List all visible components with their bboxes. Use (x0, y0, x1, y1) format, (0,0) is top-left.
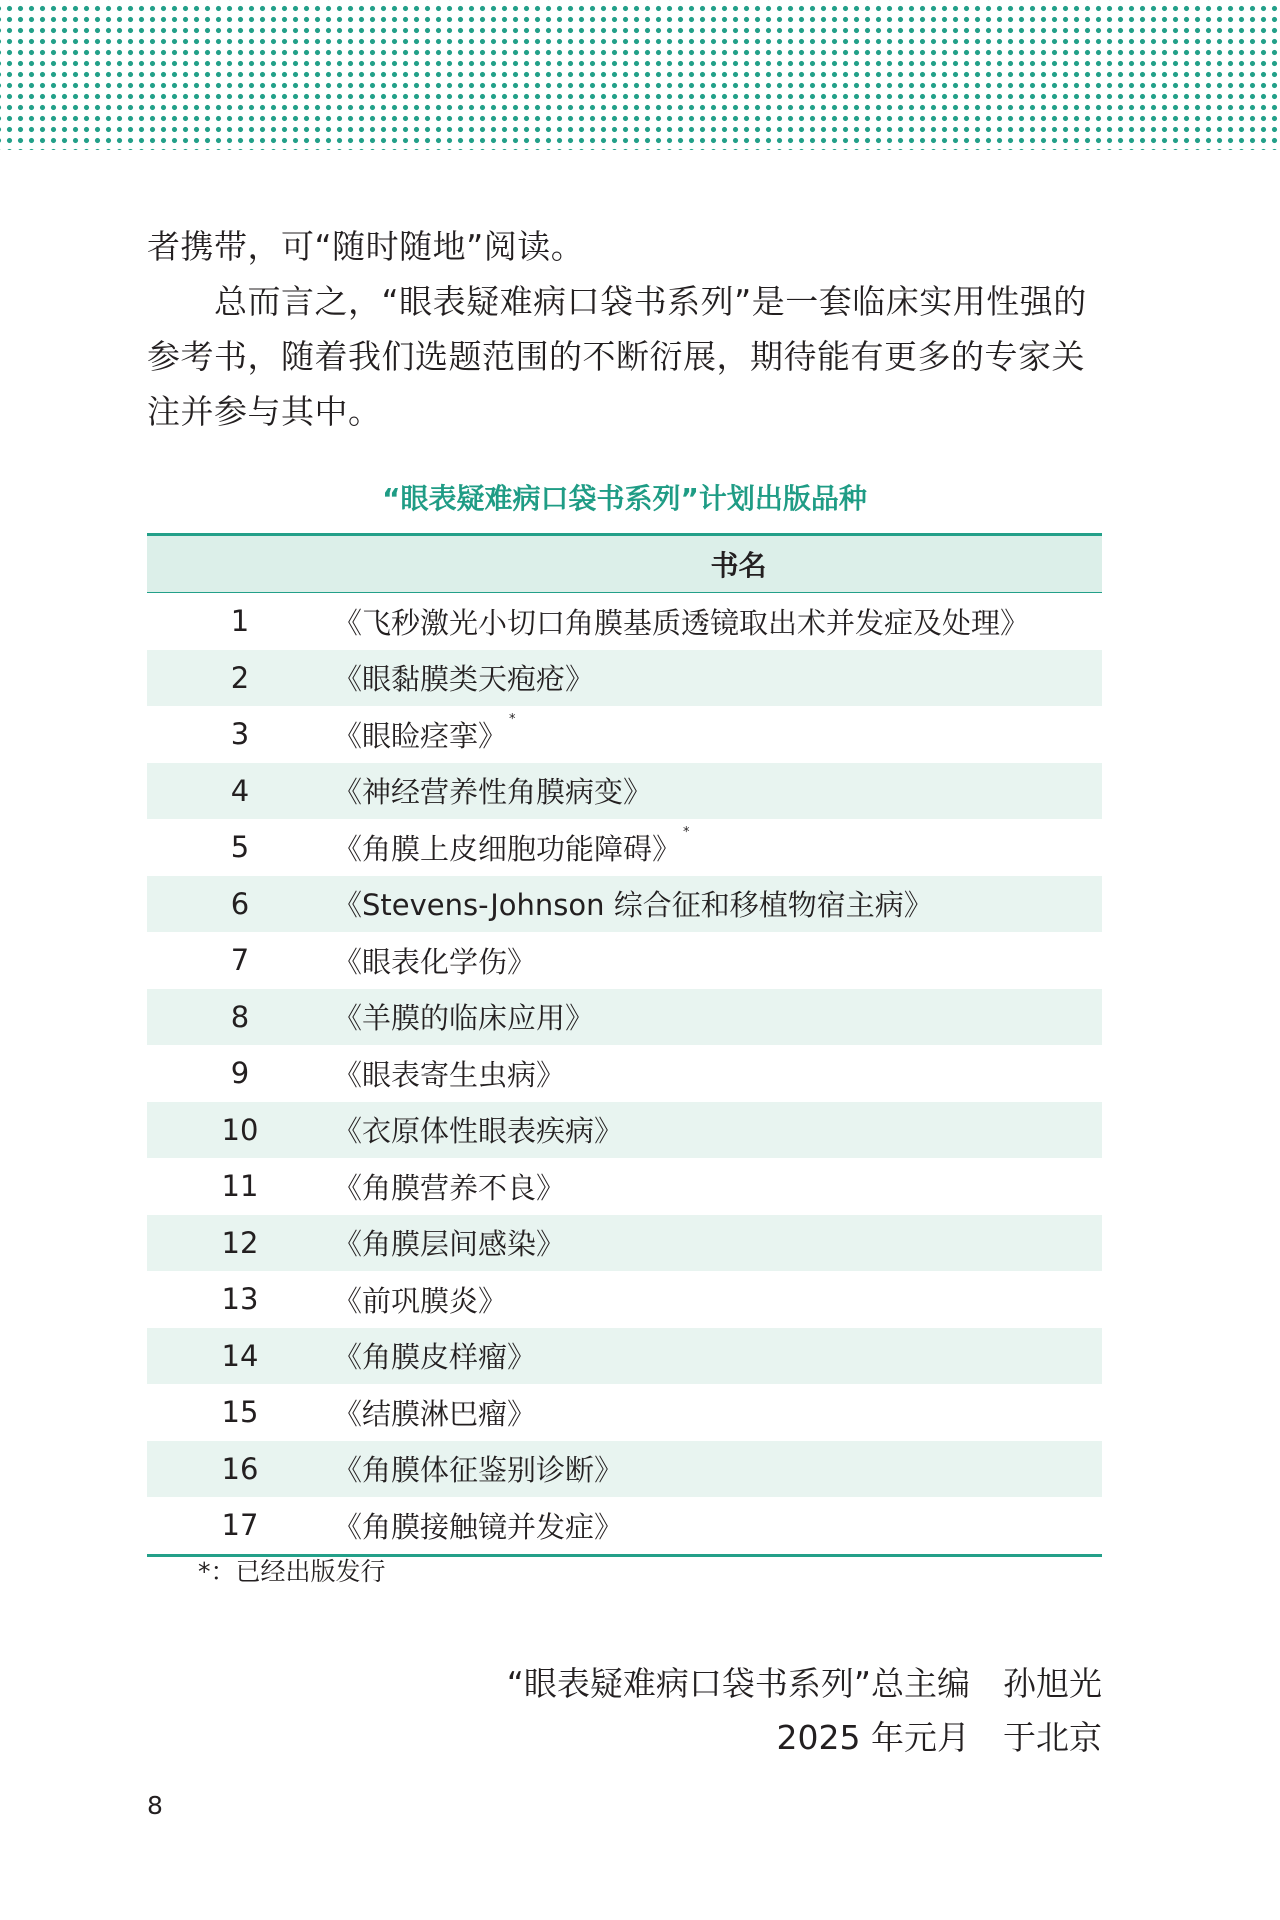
table-row (147, 1045, 1102, 1102)
row-number: 8 (147, 989, 333, 1046)
table-row (147, 1158, 1102, 1215)
row-number: 2 (147, 650, 333, 707)
book-title-cell (333, 1215, 1102, 1272)
book-title: 《角膜层间感染》 (333, 1227, 566, 1262)
table-row (147, 650, 1102, 707)
book-title: 《角膜上皮细胞功能障碍》 (333, 831, 682, 866)
book-title: 《眼黏膜类天疱疮》 (333, 662, 595, 697)
book-title-cell (333, 1441, 1102, 1498)
table-body (147, 593, 1102, 1556)
row-number: 10 (147, 1102, 333, 1159)
table-row (147, 1384, 1102, 1441)
body-text-line-1: 者携带，可“随时随地”阅读。 (147, 227, 585, 266)
table-row (147, 932, 1102, 989)
table-row (147, 989, 1102, 1046)
table-row (147, 1271, 1102, 1328)
book-title-cell (333, 1102, 1102, 1159)
table-row (147, 1441, 1102, 1498)
table-row (147, 593, 1102, 650)
row-number: 17 (221, 1508, 259, 1543)
book-title: 《神经营养性角膜病变》 (333, 775, 653, 810)
row-number: 1 (230, 604, 250, 639)
book-title-cell (333, 1328, 1102, 1385)
book-title-cell (333, 763, 1102, 820)
row-number: 12 (147, 1215, 333, 1272)
signature-editor: “眼表疑难病口袋书系列”总主编 孙旭光 (506, 1664, 1102, 1703)
table-caption: “眼表疑难病口袋书系列”计划出版品种 (382, 482, 867, 515)
table-row (147, 819, 1102, 876)
book-title-cell (333, 650, 1102, 707)
book-title-cell (333, 1271, 1102, 1328)
row-number: 9 (230, 1056, 250, 1091)
book-title: 《角膜接触镜并发症》 (333, 1509, 624, 1544)
table-row (147, 876, 1102, 933)
book-title: 《Stevens-Johnson 综合征和移植物宿主病》 (333, 888, 933, 923)
signature-date-place: 2025 年元月 于北京 (776, 1718, 1102, 1757)
book-title: 《眼表寄生虫病》 (333, 1057, 566, 1092)
row-number: 4 (147, 763, 333, 820)
book-title-cell (333, 989, 1102, 1046)
book-title-cell (333, 819, 1102, 876)
row-number: 15 (221, 1395, 259, 1430)
book-title-cell (333, 1384, 1102, 1441)
book-title-cell (333, 706, 1102, 763)
table-footnote: *：已经出版发行 (198, 1557, 386, 1586)
row-number: 6 (147, 876, 333, 933)
row-number: 5 (230, 830, 250, 865)
book-title: 《角膜皮样瘤》 (333, 1340, 537, 1375)
page-number: 8 (147, 1791, 163, 1820)
row-number: 3 (230, 717, 250, 752)
book-title: 《前巩膜炎》 (333, 1283, 508, 1318)
book-title: 《羊膜的临床应用》 (333, 1001, 595, 1036)
book-title: 《眼表化学伤》 (333, 944, 537, 979)
table-row (147, 1328, 1102, 1385)
book-title-cell (333, 876, 1102, 933)
book-title-cell (333, 1158, 1102, 1215)
table-row (147, 1102, 1102, 1159)
published-marker: * (683, 824, 690, 840)
table-header-row (147, 535, 1102, 593)
book-title: 《眼睑痉挛》 (333, 718, 508, 753)
book-list-table (147, 533, 1102, 1557)
book-title-cell (333, 932, 1102, 989)
table-row (147, 706, 1102, 763)
table-row (147, 1497, 1102, 1555)
table-header-title: 书名 (147, 535, 1102, 593)
book-title: 《结膜淋巴瘤》 (333, 1396, 537, 1431)
book-title-cell (333, 1497, 1102, 1555)
row-number: 14 (147, 1328, 333, 1385)
body-text-line-3: 参考书，随着我们选题范围的不断衍展，期待能有更多的专家关 (147, 337, 1085, 376)
dot-pattern-banner (0, 0, 1280, 150)
table-row (147, 1215, 1102, 1272)
row-number: 11 (221, 1169, 259, 1204)
table-row (147, 763, 1102, 820)
book-title: 《衣原体性眼表疾病》 (333, 1114, 624, 1149)
book-title-cell (333, 1045, 1102, 1102)
published-marker: * (509, 711, 516, 727)
row-number: 13 (221, 1282, 259, 1317)
body-text-line-2: 总而言之，“眼表疑难病口袋书系列”是一套临床实用性强的 (147, 282, 1087, 321)
book-title: 《角膜体征鉴别诊断》 (333, 1453, 624, 1488)
body-text-line-4: 注并参与其中。 (147, 392, 382, 431)
row-number: 7 (230, 943, 250, 978)
row-number: 16 (147, 1441, 333, 1498)
book-title: 《角膜营养不良》 (333, 1170, 566, 1205)
book-title: 《飞秒激光小切口角膜基质透镜取出术并发症及处理》 (333, 605, 1030, 640)
book-title-cell (333, 593, 1102, 650)
